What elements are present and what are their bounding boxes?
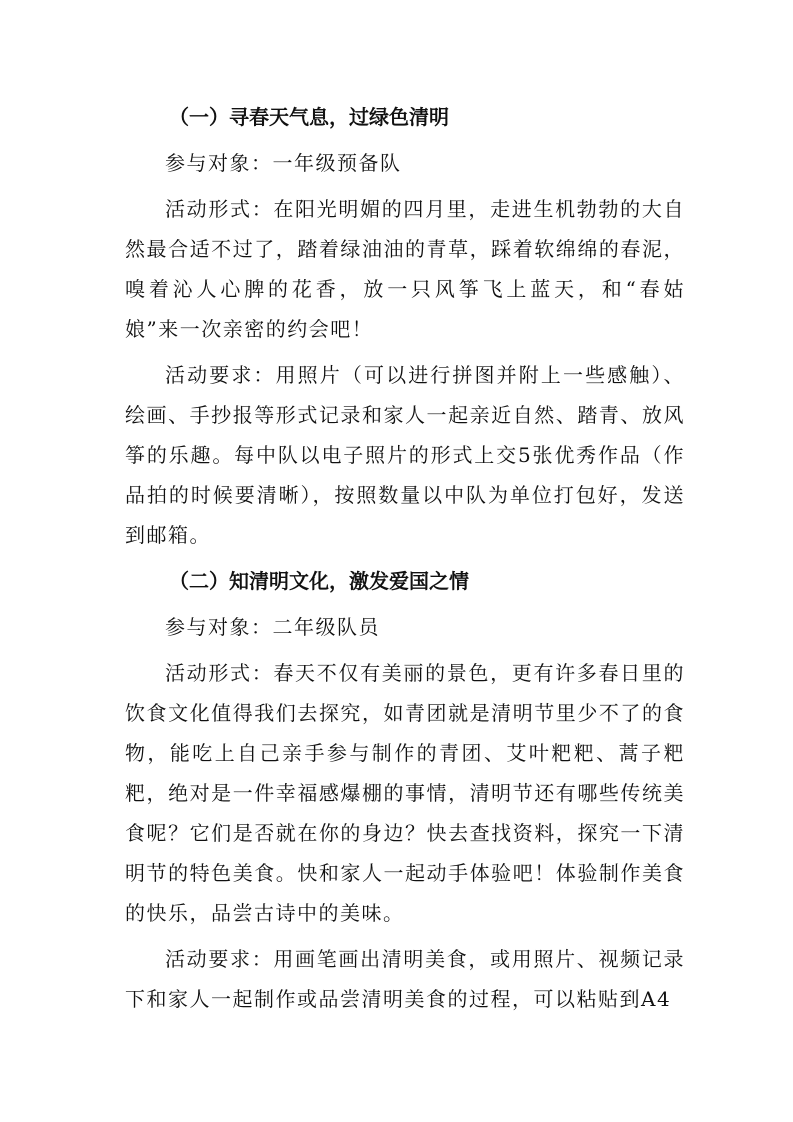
section-1	[125, 97, 685, 555]
section-2-activity-requirement: 活动要求：用画笔画出清明美食，或用照片、视频记录下和家人一起制作或品尝清明美食的过程，可以粘贴到A4	[125, 947, 685, 1011]
document-body	[125, 97, 685, 1019]
section-2-activity-form: 活动形式：春天不仅有美丽的景色，更有许多春日里的饮食文化值得我们去探究，如青团就是清明节里少不了的食物，能吃上自己亲手参与制作的青团、艾叶粑粑、蒿子粑粑，绝对是一件幸福感爆棚的事情，清明节还有哪些传统美食呢？它们是否就在你的身边？快去查找资料，探究一下清明节的特色美食。快和家人一起动手体验吧！体验制作美食的快乐，品尝古诗中的美味。	[125, 661, 685, 925]
section-2-title: （二）知清明文化，激发爱国之情	[169, 569, 469, 593]
section-1-activity-requirement: 活动要求：用照片（可以进行拼图并附上一些感触）、绘画、手抄报等形式记录和家人一起亲近自然、踏青、放风筝的乐趣。每中队以电子照片的形式上交5张优秀作品（作品拍的时候要清晰），按照数量以中队为单位打包好，发送到邮箱。	[125, 363, 685, 547]
section-1-participants: 参与对象：一年级预备队	[165, 151, 402, 175]
section-1-activity-form: 活动形式：在阳光明媚的四月里，走进生机勃勃的大自然最合适不过了，踏着绿油油的青草，踩着软绵绵的春泥，嗅着沁人心脾的花香，放一只风筝飞上蓝天，和“春姑娘”来一次亲密的约会吧！	[125, 197, 685, 341]
section-2-participants: 参与对象：二年级队员	[165, 615, 380, 639]
section-1-title: （一）寻春天气息，过绿色清明	[169, 105, 449, 129]
section-2	[125, 561, 685, 1019]
